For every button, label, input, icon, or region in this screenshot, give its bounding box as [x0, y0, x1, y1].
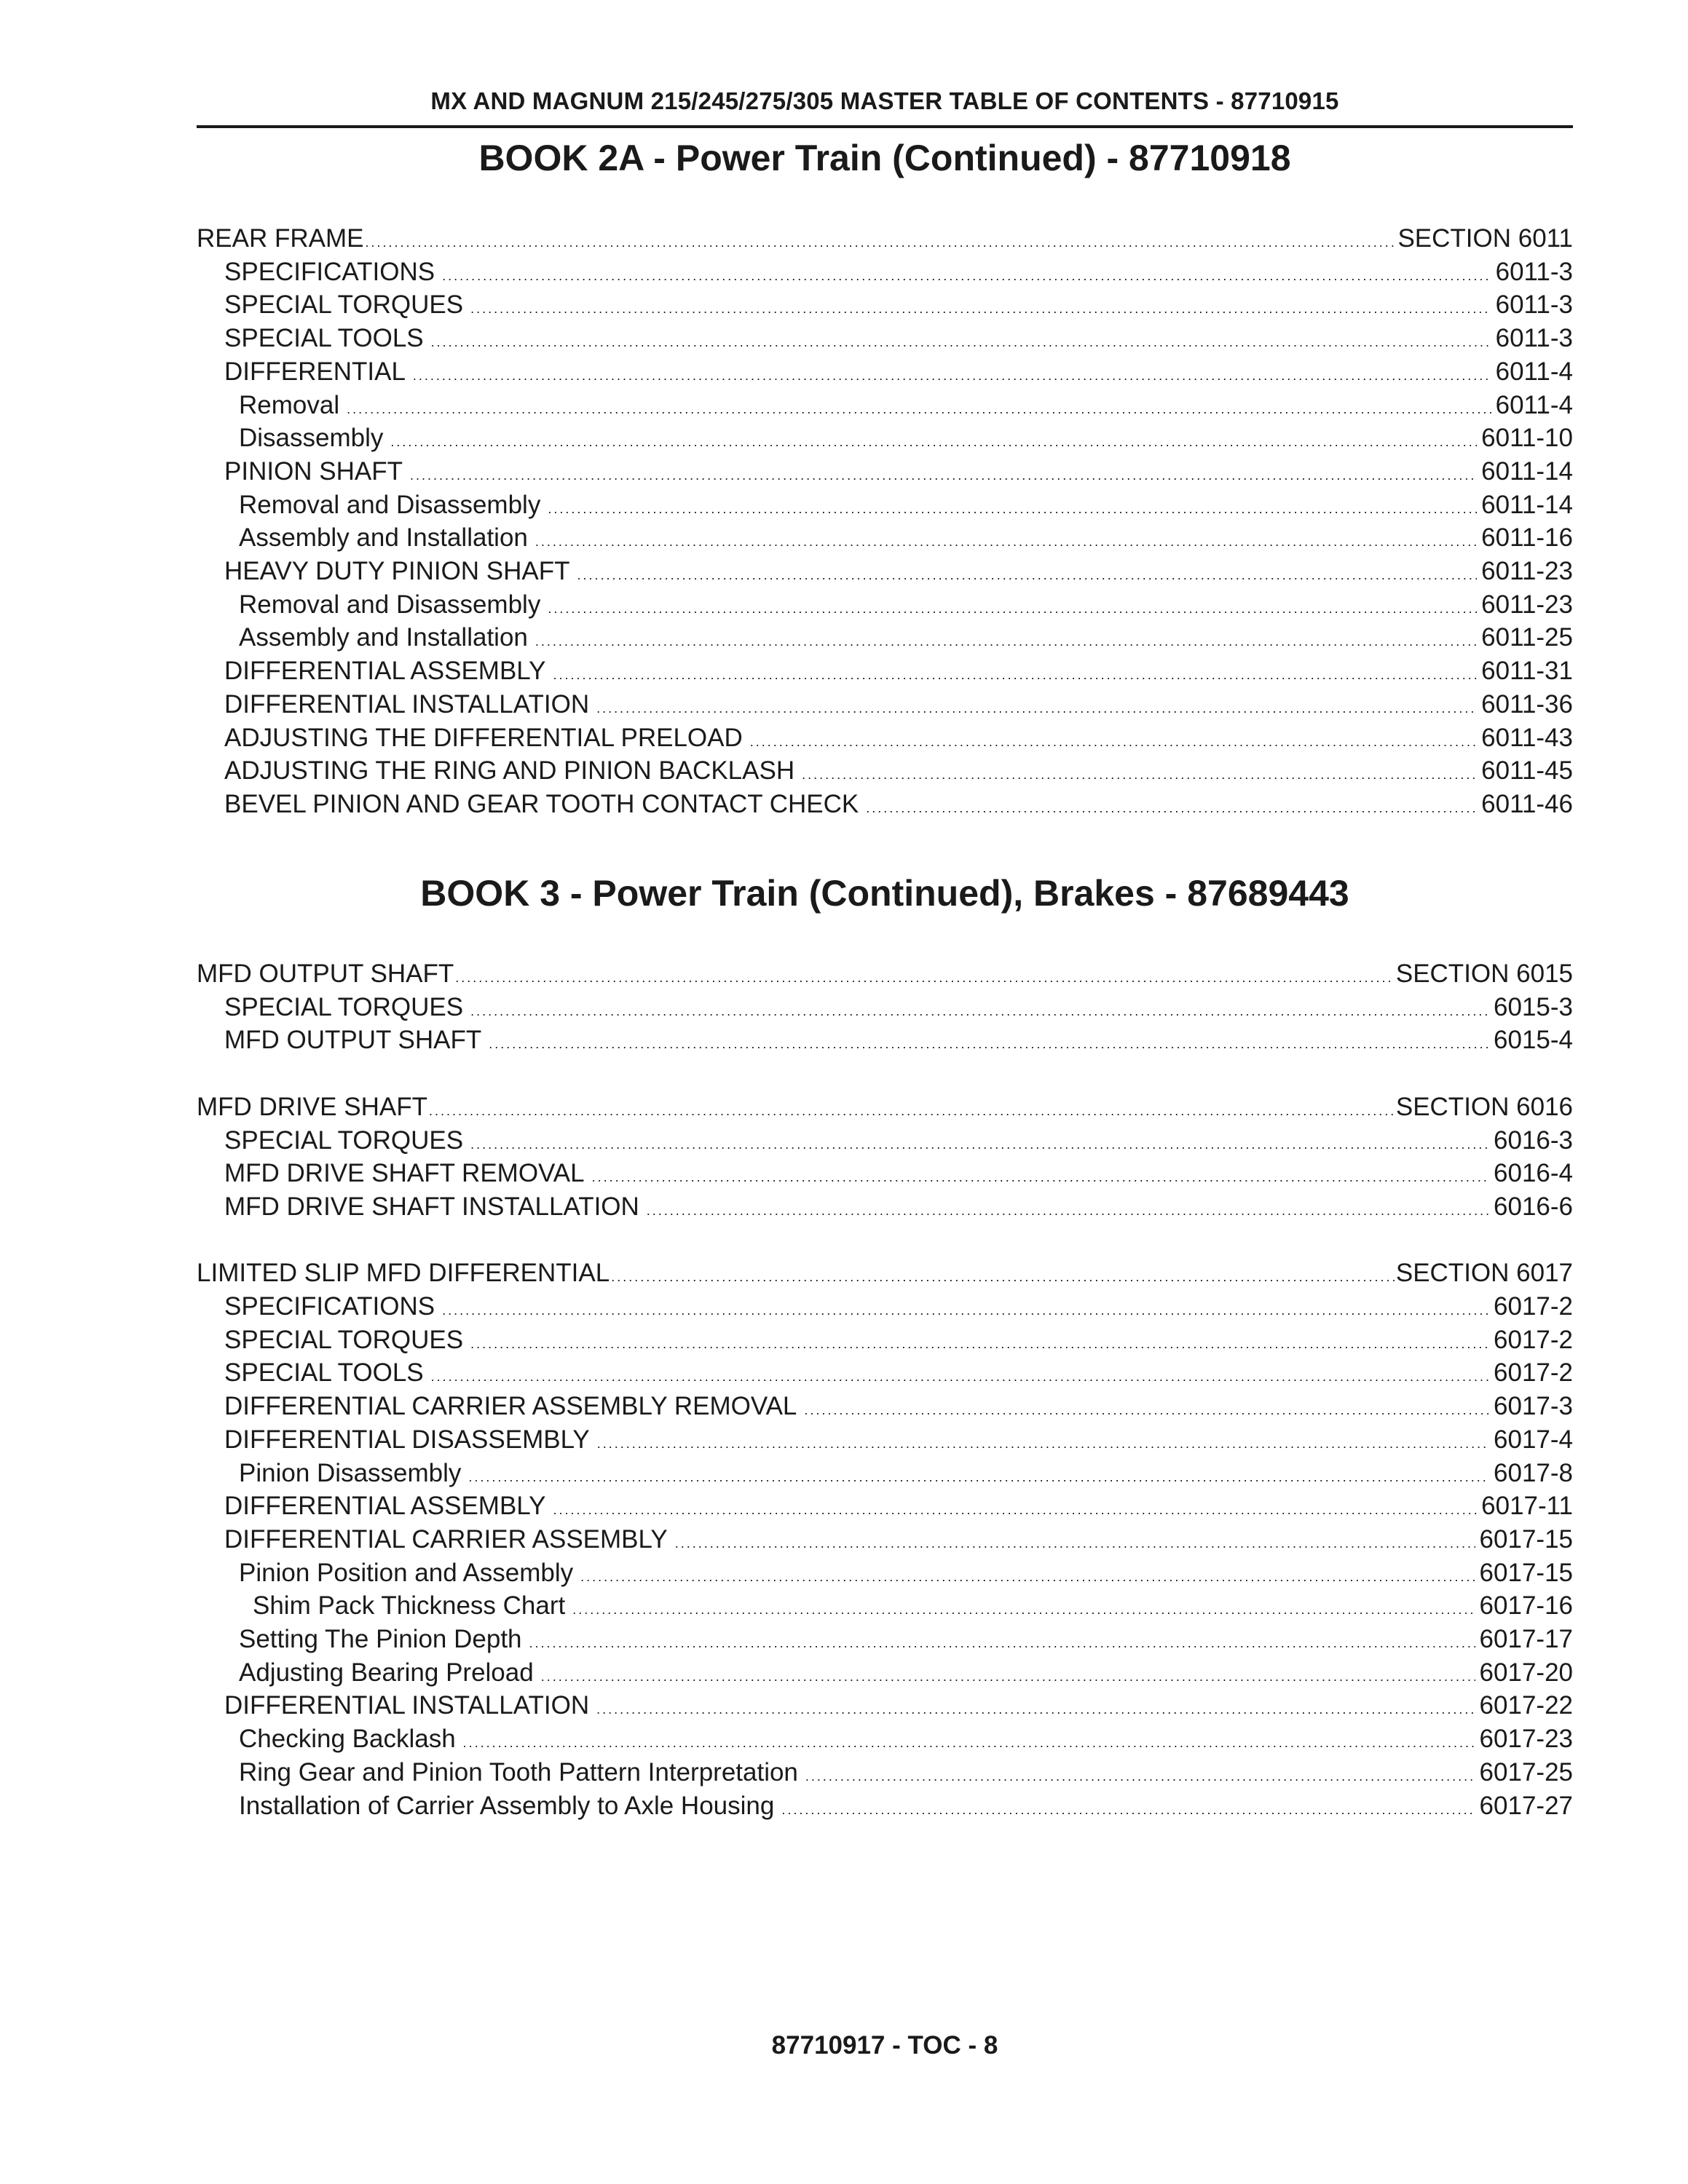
toc-entry-label: SPECIAL TOOLS — [224, 324, 424, 353]
toc-entry — [197, 1691, 1573, 1724]
toc-entry-label: Setting The Pinion Depth — [239, 1625, 522, 1653]
toc-dot-leader — [553, 657, 1478, 686]
toc-entry-label: MFD DRIVE SHAFT — [197, 1092, 427, 1121]
toc-entry-label: BEVEL PINION AND GEAR TOOTH CONTACT CHECK — [224, 789, 859, 818]
page-footer: 87710917 - TOC - 8 — [771, 2031, 998, 2060]
toc-entry-label: PINION SHAFT — [224, 456, 403, 486]
toc-dot-leader — [431, 324, 1491, 353]
toc-entry-page: 6017-2 — [1494, 1325, 1573, 1354]
toc-dot-leader — [597, 1425, 1489, 1455]
toc-entry-page: 6011-14 — [1481, 490, 1573, 519]
toc-dot-leader — [750, 724, 1477, 753]
toc-dot-leader — [347, 391, 1491, 420]
toc-entry-label: Checking Backlash — [239, 1725, 456, 1754]
toc-dot-leader — [647, 1192, 1489, 1222]
toc-entry — [197, 724, 1573, 756]
book-title: BOOK 3 - Power Train (Continued), Brakes - 87689443 — [420, 873, 1349, 914]
toc-entry — [197, 1159, 1573, 1192]
toc-entry-label: Removal and Disassembly — [239, 490, 541, 519]
toc-entry — [197, 1658, 1573, 1691]
toc-entry-page: 6011-3 — [1495, 324, 1573, 353]
toc-entry-label: DIFFERENTIAL DISASSEMBLY — [224, 1425, 590, 1454]
toc-dot-leader — [455, 960, 1395, 989]
toc-section-entry — [197, 960, 1573, 992]
toc-entry — [197, 491, 1573, 523]
toc-dot-leader — [463, 1725, 1475, 1754]
toc-entry-page: SECTION 6017 — [1395, 1259, 1573, 1288]
toc-entry-page: 6016-6 — [1494, 1192, 1573, 1221]
toc-section-entry — [197, 224, 1573, 257]
toc-entry-label: DIFFERENTIAL — [224, 357, 406, 386]
toc-dot-leader — [802, 756, 1477, 786]
toc-entry-page: 6016-4 — [1494, 1159, 1573, 1188]
toc-entry-page: 6017-11 — [1481, 1492, 1573, 1521]
toc-dot-leader — [390, 424, 1477, 453]
toc-entry-label: SPECIAL TORQUES — [224, 290, 464, 320]
toc-entry-label: ADJUSTING THE DIFFERENTIAL PRELOAD — [224, 723, 743, 752]
toc-entry — [197, 523, 1573, 556]
toc-entry-label: SPECIFICATIONS — [224, 257, 435, 286]
toc-entry — [197, 1525, 1573, 1558]
toc-entry-page: 6011-46 — [1481, 789, 1573, 818]
toc-dot-leader — [553, 1492, 1478, 1521]
toc-dot-leader — [489, 1026, 1489, 1055]
toc-entry-label: LIMITED SLIP MFD DIFFERENTIAL — [197, 1259, 610, 1288]
toc-dot-leader — [365, 224, 1396, 253]
toc-entry-label: HEAVY DUTY PINION SHAFT — [224, 557, 570, 585]
toc-entry — [197, 1326, 1573, 1358]
toc-entry-page: 6017-22 — [1479, 1691, 1573, 1720]
book-title: BOOK 2A - Power Train (Continued) - 87710918 — [478, 138, 1291, 178]
toc-entry-page: 6017-15 — [1479, 1524, 1573, 1554]
toc-dot-leader — [429, 1093, 1395, 1122]
toc-entry-label: REAR FRAME — [197, 224, 364, 253]
toc-entry-page: 6011-3 — [1495, 290, 1573, 320]
toc-dot-leader — [781, 1792, 1475, 1821]
toc-entry-page: 6017-8 — [1494, 1458, 1573, 1487]
running-header: MX AND MAGNUM 215/245/275/305 MASTER TABLE OF CONTENTS - 87710915 — [430, 87, 1339, 114]
toc-dot-leader — [529, 1625, 1475, 1654]
toc-entry — [197, 1792, 1573, 1824]
toc-entry-label: MFD DRIVE SHAFT REMOVAL — [224, 1159, 585, 1188]
toc-entry — [197, 557, 1573, 590]
toc-entry-page: 6017-15 — [1479, 1558, 1573, 1587]
toc-dot-leader — [577, 557, 1478, 586]
toc-entry — [197, 657, 1573, 689]
toc-entry-page: 6011-4 — [1495, 357, 1573, 386]
toc-entry-page: 6017-17 — [1479, 1625, 1573, 1653]
toc-entry-page: 6011-25 — [1481, 623, 1573, 652]
toc-entry-label: SPECIAL TORQUES — [224, 992, 464, 1021]
toc-section-entry — [197, 1259, 1573, 1291]
toc-entry — [197, 1559, 1573, 1591]
toc-entry — [197, 1192, 1573, 1225]
toc-entry — [197, 1358, 1573, 1391]
toc-dot-leader — [431, 1358, 1489, 1388]
toc-entry — [197, 590, 1573, 623]
toc-dot-leader — [413, 357, 1491, 387]
toc-entry — [197, 1026, 1573, 1059]
toc-dot-leader — [596, 690, 1477, 719]
toc-entry-label: DIFFERENTIAL INSTALLATION — [224, 1691, 590, 1720]
toc-dot-leader — [470, 1126, 1489, 1155]
toc-entry — [197, 258, 1573, 290]
toc-dot-leader — [675, 1525, 1475, 1554]
toc-entry-page: 6011-14 — [1481, 456, 1573, 486]
toc-entry-label: Pinion Disassembly — [239, 1458, 462, 1487]
toc-entry-page: 6017-3 — [1494, 1392, 1573, 1421]
toc-dot-leader — [468, 1459, 1489, 1488]
toc-entry — [197, 1591, 1573, 1624]
toc-entry-label: Removal — [239, 390, 340, 419]
toc-dot-leader — [548, 491, 1477, 520]
toc-entry-label: Pinion Position and Assembly — [239, 1558, 574, 1587]
toc-entry-page: SECTION 6016 — [1395, 1092, 1573, 1121]
toc-entry-page: 6017-20 — [1479, 1658, 1573, 1687]
toc-entry-page: 6017-4 — [1494, 1425, 1573, 1454]
toc-entry-page: 6011-3 — [1495, 257, 1573, 286]
toc-entry — [197, 424, 1573, 456]
toc-entry-page: 6017-27 — [1479, 1791, 1573, 1820]
toc-entry-label: SPECIAL TORQUES — [224, 1325, 464, 1354]
toc-dot-leader — [572, 1591, 1475, 1621]
toc-entry-label: MFD DRIVE SHAFT INSTALLATION — [224, 1192, 639, 1221]
toc-entry — [197, 391, 1573, 424]
toc-dot-leader — [805, 1758, 1475, 1787]
toc-dot-leader — [596, 1691, 1475, 1720]
toc-entry-label: DIFFERENTIAL CARRIER ASSEMBLY REMOVAL — [224, 1392, 797, 1421]
toc-entry — [197, 1392, 1573, 1425]
toc-entry — [197, 1625, 1573, 1658]
toc-entry-label: Ring Gear and Pinion Tooth Pattern Interpretation — [239, 1757, 798, 1787]
toc-entry — [197, 290, 1573, 323]
toc-dot-leader — [866, 790, 1477, 819]
toc-entry-label: DIFFERENTIAL ASSEMBLY — [224, 1492, 546, 1521]
toc-entry-page: 6011-43 — [1481, 723, 1573, 752]
toc-entry — [197, 1725, 1573, 1757]
toc-entry — [197, 756, 1573, 789]
toc-entry-page: 6011-23 — [1481, 590, 1573, 619]
toc-entry-page: 6016-3 — [1494, 1125, 1573, 1155]
toc-entry-label: MFD OUTPUT SHAFT — [197, 960, 454, 988]
toc-dot-leader — [580, 1559, 1475, 1588]
toc-entry-page: 6017-23 — [1479, 1725, 1573, 1754]
toc-dot-leader — [548, 590, 1477, 620]
toc-section-entry — [197, 1093, 1573, 1125]
toc-entry — [197, 690, 1573, 723]
toc-dot-leader — [541, 1658, 1475, 1688]
toc-dot-leader — [410, 457, 1477, 486]
toc-dot-leader — [442, 258, 1491, 287]
toc-entry-page: 6011-10 — [1481, 424, 1573, 453]
toc-entry-label: Removal and Disassembly — [239, 590, 541, 619]
toc-entry-page: 6011-4 — [1495, 390, 1573, 419]
toc-entry-page: 6017-25 — [1479, 1757, 1573, 1787]
toc-entry — [197, 1292, 1573, 1325]
toc-entry-page: 6011-16 — [1481, 523, 1573, 553]
toc-entry-page: SECTION 6011 — [1397, 224, 1573, 253]
header-rule — [197, 125, 1573, 128]
toc-entry-page: 6011-31 — [1481, 657, 1573, 686]
toc-entry — [197, 790, 1573, 823]
toc-entry — [197, 457, 1573, 490]
toc-entry — [197, 1459, 1573, 1492]
toc-entry-label: Disassembly — [239, 424, 384, 453]
toc-entry-label: Assembly and Installation — [239, 623, 528, 652]
toc-entry — [197, 1425, 1573, 1458]
toc-entry — [197, 623, 1573, 656]
toc-entry-page: 6011-36 — [1481, 689, 1573, 719]
toc-dot-leader — [535, 623, 1477, 652]
toc-entry-page: 6011-45 — [1481, 756, 1573, 786]
toc-entry-label: DIFFERENTIAL ASSEMBLY — [224, 657, 546, 686]
toc-dot-leader — [804, 1392, 1489, 1421]
toc-entry-label: SPECIAL TOOLS — [224, 1358, 424, 1388]
toc-entry — [197, 1126, 1573, 1159]
toc-entry — [197, 324, 1573, 357]
toc-entry-label: MFD OUTPUT SHAFT — [224, 1026, 482, 1055]
toc-entry-page: 6015-3 — [1494, 992, 1573, 1021]
toc-dot-leader — [611, 1259, 1395, 1288]
toc-entry-page: 6017-2 — [1494, 1292, 1573, 1321]
toc-dot-leader — [535, 523, 1477, 553]
toc-entry-page: SECTION 6015 — [1395, 960, 1573, 988]
toc-entry-label: DIFFERENTIAL INSTALLATION — [224, 689, 590, 719]
toc-entry-label: ADJUSTING THE RING AND PINION BACKLASH — [224, 756, 795, 786]
toc-entry-label: Installation of Carrier Assembly to Axle Housing — [239, 1791, 775, 1820]
toc-entry-label: SPECIFICATIONS — [224, 1292, 435, 1321]
toc-entry — [197, 1758, 1573, 1791]
toc-entry-page: 6017-16 — [1479, 1591, 1573, 1621]
toc-dot-leader — [470, 290, 1491, 320]
toc-entry-label: SPECIAL TORQUES — [224, 1125, 464, 1155]
toc-dot-leader — [442, 1292, 1489, 1321]
toc-entry — [197, 357, 1573, 390]
toc-entry-label: Adjusting Bearing Preload — [239, 1658, 534, 1687]
toc-entry-label: Assembly and Installation — [239, 523, 528, 553]
toc-entry-page: 6011-23 — [1481, 557, 1573, 585]
toc-entry-label: Shim Pack Thickness Chart — [253, 1591, 566, 1621]
toc-dot-leader — [470, 1326, 1489, 1355]
toc-entry-label: DIFFERENTIAL CARRIER ASSEMBLY — [224, 1524, 668, 1554]
toc-dot-leader — [470, 993, 1489, 1022]
toc-entry — [197, 1492, 1573, 1524]
toc-entry — [197, 993, 1573, 1026]
toc-dot-leader — [592, 1159, 1489, 1188]
toc-entry-page: 6015-4 — [1494, 1026, 1573, 1055]
toc-entry-page: 6017-2 — [1494, 1358, 1573, 1388]
